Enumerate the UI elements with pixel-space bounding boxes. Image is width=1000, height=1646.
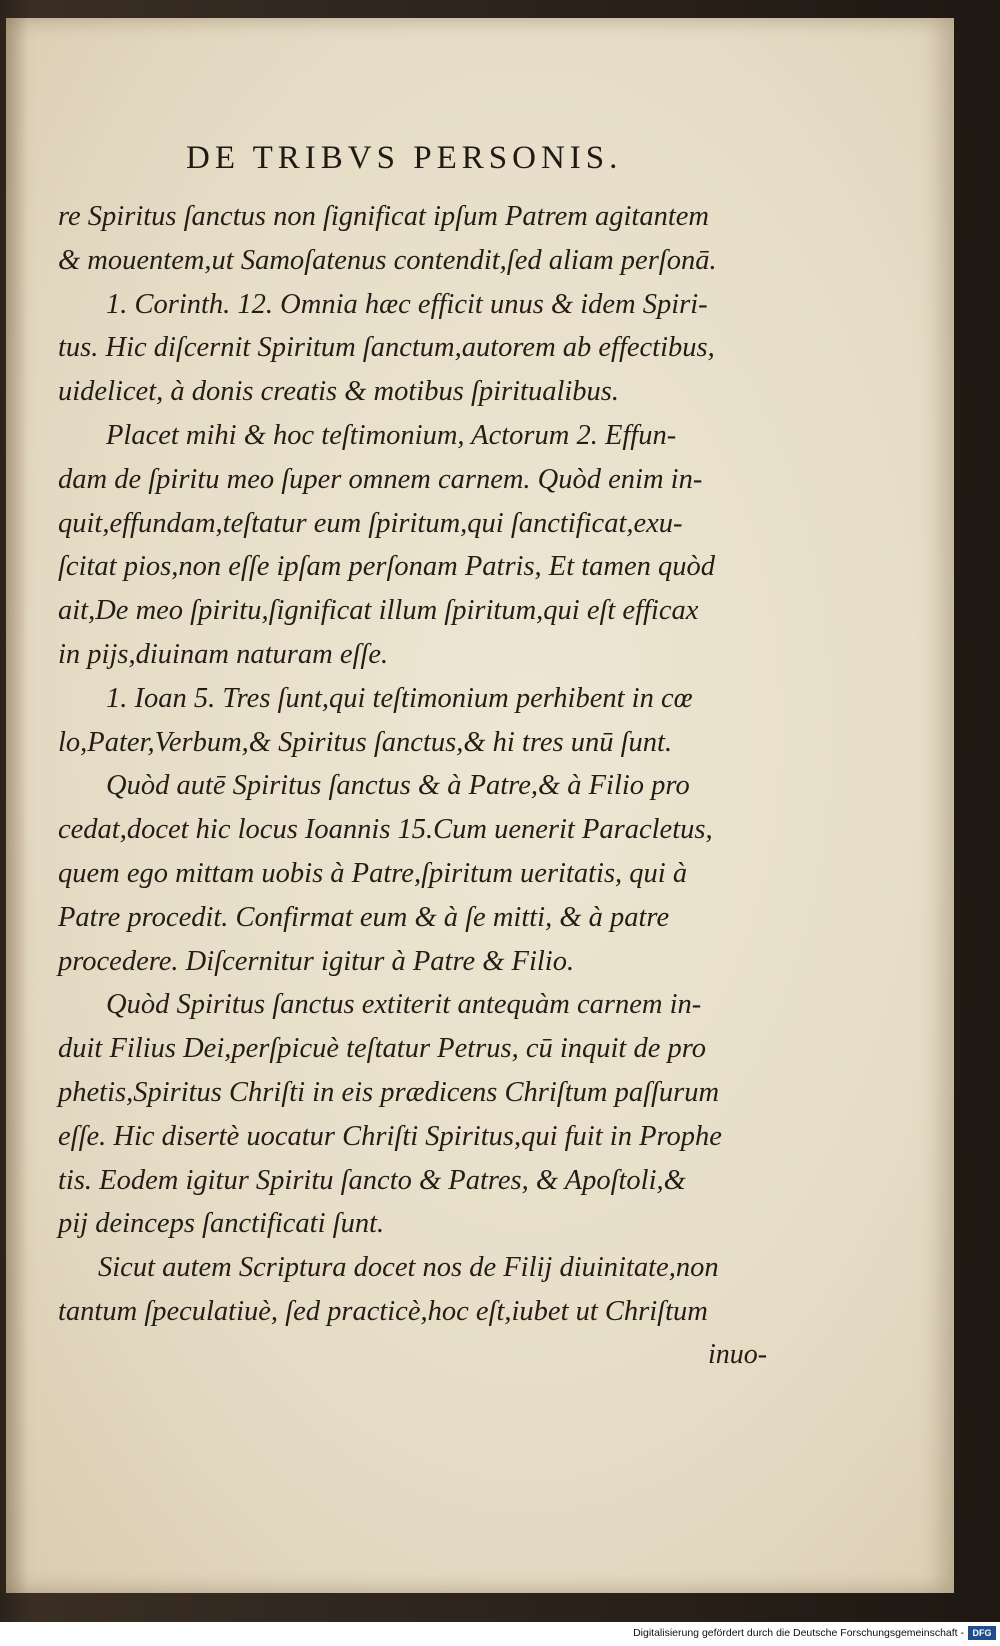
text-line: in pijs,diuinam naturam eſſe. bbox=[58, 638, 389, 670]
text-line: cedat,docet hic locus Ioannis 15.Cum uenerit Paracletus, bbox=[58, 814, 713, 846]
text-line: tantum ſpeculatiuè, ſed practicè,hoc eſt,iubet ut Chriſtum bbox=[58, 1295, 708, 1327]
text-line: re Spiritus ſanctus non ſignificat ipſum Patrem agitantem bbox=[58, 201, 709, 232]
body-text bbox=[58, 195, 818, 1334]
text-line: Patre procedit. Confirmat eum & à ſe mitti, & à patre bbox=[58, 901, 670, 933]
text-line: quit,effundam,teſtatur eum ſpiritum,qui ſanctificat,exu- bbox=[58, 507, 683, 539]
text-line: Quòd autē Spiritus ſanctus & à Patre,& à Filio pro bbox=[106, 770, 690, 802]
text-line: pij deinceps ſanctificati ſunt. bbox=[58, 1208, 385, 1240]
text-line: dam de ſpiritu meo ſuper omnem carnem. Quòd enim in- bbox=[58, 463, 703, 495]
text-line: & mouentem,ut Samoſatenus contendit,ſed aliam perſonā. bbox=[58, 244, 717, 276]
text-line: ſcitat pios,non eſſe ipſam perſonam Patris, Et tamen quòd bbox=[58, 551, 716, 583]
dfg-logo-icon: DFG bbox=[968, 1626, 996, 1640]
text-line: 1. Ioan 5. Tres ſunt,qui teſtimonium perhibent in cœ bbox=[106, 682, 693, 714]
text-line: eſſe. Hic disertè uocatur Chriſti Spiritus,qui fuit in Prophe bbox=[58, 1120, 722, 1152]
text-line: lo,Pater,Verbum,& Spiritus ſanctus,& hi tres unū ſunt. bbox=[58, 726, 673, 758]
text-line: Quòd Spiritus ſanctus extiterit antequàm carnem in- bbox=[106, 989, 702, 1021]
book-page bbox=[6, 18, 954, 1593]
catchword: inuo- bbox=[708, 1339, 768, 1370]
text-line: procedere. Diſcernitur igitur à Patre & Filio. bbox=[58, 945, 575, 977]
text-line: tus. Hic diſcernit Spiritum ſanctum,autorem ab effectibus, bbox=[58, 332, 715, 364]
text-line: tis. Eodem igitur Spiritu ſancto & Patres, & Apoſtoli,& bbox=[58, 1164, 686, 1196]
text-line: 1. Corinth. 12. Omnia hæc efficit unus & idem Spiri- bbox=[106, 288, 708, 320]
text-line: ait,De meo ſpiritu,ſignificat illum ſpiritum,qui eſt efficax bbox=[58, 595, 699, 627]
text-line: uidelicet, à donis creatis & motibus ſpiritualibus. bbox=[58, 376, 620, 408]
digitization-credit: Digitalisierung gefördert durch die Deutsche Forschungsgemeinschaft - bbox=[633, 1627, 964, 1639]
text-line: duit Filius Dei,perſpicuè teſtatur Petrus, cū inquit de pro bbox=[58, 1033, 707, 1065]
text-line: Sicut autem Scriptura docet nos de Filij diuinitate,non bbox=[98, 1252, 719, 1284]
text-line: quem ego mittam uobis à Patre,ſpiritum ueritatis, qui à bbox=[58, 857, 688, 889]
text-line: Placet mihi & hoc teſtimonium, Actorum 2. Effun- bbox=[106, 419, 677, 451]
running-header: DE TRIBVS PERSONIS. bbox=[186, 140, 623, 176]
text-line: phetis,Spiritus Chriſti in eis prædicens Chriſtum paſſurum bbox=[58, 1076, 720, 1108]
